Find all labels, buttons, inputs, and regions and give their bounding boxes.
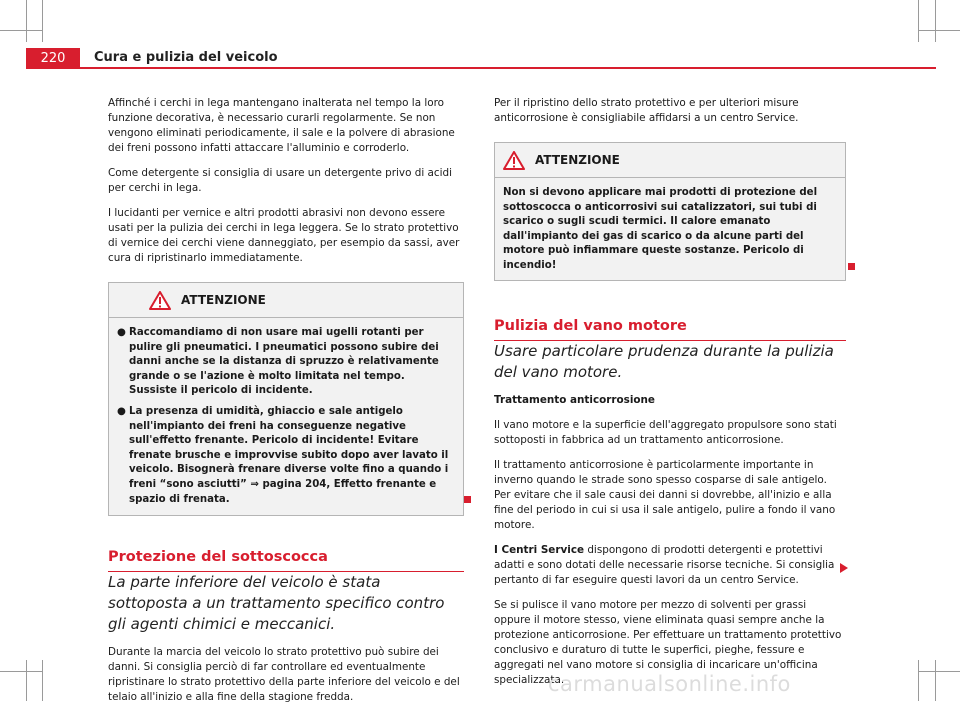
warning-header bbox=[109, 283, 463, 318]
end-of-section-icon bbox=[464, 496, 471, 503]
warning-triangle-icon bbox=[503, 151, 525, 170]
paragraph: Il vano motore e la superficie dell'aggregato propulsore sono stati sottoposti in fabbrica ad un trattamento anticorrosione. bbox=[494, 418, 837, 446]
warning-box bbox=[108, 282, 464, 516]
section-vano-motore bbox=[494, 319, 846, 688]
crop-mark bbox=[26, 660, 27, 701]
section-lead: La parte inferiore del veicolo è stata sottoposta a un trattamento specifico contro gli agenti chimici e meccanici. bbox=[108, 573, 445, 634]
paragraph: I lucidanti per vernice e altri prodotti abrasivi non devono essere usati per la pulizia dei cerchi in lega leggera. Se lo strato protettivo di vernice dei cerchi viene danneggiato, per esempio da sassi, aver cura di ripristinarlo immediatamente. bbox=[108, 207, 460, 264]
warning-header bbox=[495, 143, 845, 178]
section-lead: Usare particolare prudenza durante la pulizia del vano motore. bbox=[494, 341, 834, 381]
end-of-section-icon bbox=[848, 263, 855, 270]
paragraph: Affinché i cerchi in lega mantengano inalterata nel tempo la loro funzione decorativa, è necessario curarli regolarmente. Se non vengono eliminati periodicamente, il sale e la polvere di abrasione dei freni possono infatti attaccare l'alluminio e corroderlo. bbox=[108, 97, 455, 154]
crop-mark bbox=[918, 671, 960, 672]
subheading: Trattamento anticorrosione bbox=[494, 393, 655, 406]
right-column bbox=[494, 96, 846, 698]
watermark: carmanualsonline.info bbox=[548, 672, 791, 696]
bullet-icon: ● bbox=[117, 405, 126, 417]
paragraph: Se si pulisce il vano motore per mezzo di solventi per grassi oppure il motore stesso, viene eliminata quasi sempre anche la protezione anticorrosione. Per effettuare un trattamento protettivo conclusivo e duraturo di tutte le superfici, pieghe, fessure e aggregati nel vano motore si consiglia di incaricare un'officina specializzata. bbox=[494, 598, 842, 686]
page-number bbox=[26, 48, 80, 68]
warning-text: Non si devono applicare mai prodotti di protezione del sottoscocca o anticorrosivi sui catalizzatori, sui tubi di scarico o sugli scudi termici. Il calore emanato dall'impianto dei gas di scarico o da alcune parti del motore può infiammare queste sostanze. Pericolo di incendio! bbox=[503, 187, 818, 271]
paragraph: Durante la marcia del veicolo lo strato protettivo può subire dei danni. Si consiglia perciò di far controllare ed eventualmente ripristinare lo strato protettivo della parte inferiore del veicolo e del telaio all'inizio e alla fine della stagione fredda. bbox=[108, 646, 460, 704]
crop-mark bbox=[918, 660, 919, 701]
page-title: Cura e pulizia del veicolo bbox=[94, 50, 278, 65]
left-column bbox=[108, 96, 464, 715]
bullet-icon: ● bbox=[117, 327, 126, 338]
warning-title: ATTENZIONE bbox=[535, 153, 620, 167]
warning-body bbox=[495, 178, 845, 280]
crop-mark bbox=[0, 671, 42, 672]
page-header bbox=[0, 0, 960, 70]
warning-item-text: Raccomandiamo di non usare mai ugelli rotanti per pulire gli pneumatici. I pneumatici possono subire dei danni anche se la distanza di spruzzo è relativamente grande o se l'azione è molto limitata nel tempo. Sussiste il pericolo di incidente. bbox=[129, 327, 439, 397]
section-title: Pulizia del vano motore bbox=[494, 317, 687, 334]
header-rule bbox=[26, 67, 936, 69]
service-text: dispongono di prodotti detergenti e protettivi adatti e sono dotati delle necessarie risorse tecniche. Si consiglia pertanto di far eseguire questi lavori da un centro Service. bbox=[494, 543, 835, 586]
crop-mark bbox=[935, 660, 936, 701]
warning-item-text: La presenza di umidità, ghiaccio e sale antigelo nell'impianto dei freni ha conseguenze negative sull'effetto frenante. Pericolo di incidente! Evitare frenate brusche e improvvise subito dopo aver lavato il veicolo. Bisognerà frenare diverse volte fino a quando i freni “sono asciutti” ⇒ pagina 204, Effetto frenante e spazio di frenata. bbox=[129, 405, 449, 505]
warning-body bbox=[109, 318, 463, 515]
section-sottoscocca bbox=[108, 550, 464, 705]
warning-title: ATTENZIONE bbox=[181, 293, 266, 307]
crop-mark bbox=[42, 660, 43, 701]
page-number-text: 220 bbox=[40, 50, 66, 66]
continue-arrow-icon bbox=[840, 563, 848, 573]
paragraph bbox=[494, 543, 846, 588]
section-title: Protezione del sottoscocca bbox=[108, 549, 328, 566]
paragraph: Per il ripristino dello strato protettivo e per ulteriori misure anticorrosione è consigliabile affidarsi a un centro Service. bbox=[494, 97, 799, 124]
paragraph: Il trattamento anticorrosione è particolarmente importante in inverno quando le strade sono spesso cosparse di sale antigelo. Per evitare che il sale causi dei danni si dovrebbe, all'inizio e alla fine del periodo in cui si usa il sale antigelo, pulire a fondo il vano motore. bbox=[494, 458, 836, 531]
warning-triangle-icon bbox=[149, 291, 171, 310]
warning-item bbox=[117, 405, 455, 507]
paragraph: Come detergente si consiglia di usare un detergente privo di acidi per cerchi in lega. bbox=[108, 167, 452, 194]
warning-item bbox=[117, 326, 455, 399]
warning-box bbox=[494, 142, 846, 281]
service-label: I Centri Service bbox=[494, 543, 585, 556]
